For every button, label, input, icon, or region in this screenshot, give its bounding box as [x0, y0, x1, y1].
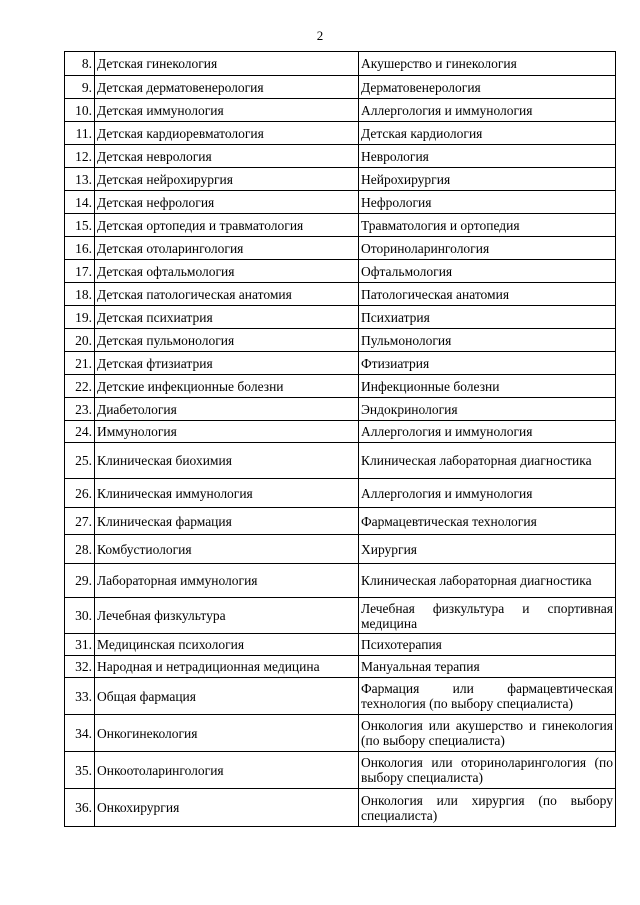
requirement-cell: Пульмонология: [359, 329, 616, 352]
row-number: 29.: [65, 564, 95, 598]
requirement-cell: Онкология или акушерство и гинекология (по выбору специалиста): [359, 715, 616, 752]
table-row: [65, 789, 616, 827]
specialty-cell: Медицинская психология: [95, 634, 359, 656]
specialty-cell: Детская неврология: [95, 145, 359, 168]
row-number: 17.: [65, 260, 95, 283]
table-row: [65, 656, 616, 678]
requirement-cell: Фтизиатрия: [359, 352, 616, 375]
table-row: [65, 421, 616, 443]
requirement-cell: Психиатрия: [359, 306, 616, 329]
table-row: [65, 564, 616, 598]
row-number: 35.: [65, 752, 95, 789]
row-number: 11.: [65, 122, 95, 145]
row-number: 32.: [65, 656, 95, 678]
specialty-cell: Онкогинекология: [95, 715, 359, 752]
requirement-cell: Детская кардиология: [359, 122, 616, 145]
specialty-cell: Лечебная физкультура: [95, 598, 359, 634]
table-row: [65, 283, 616, 306]
row-number: 19.: [65, 306, 95, 329]
specialty-cell: Народная и нетрадиционная медицина: [95, 656, 359, 678]
table-row: [65, 398, 616, 421]
specialty-cell: Общая фармация: [95, 678, 359, 715]
row-number: 12.: [65, 145, 95, 168]
table-row: [65, 598, 616, 634]
specialty-cell: Клиническая фармация: [95, 508, 359, 535]
row-number: 13.: [65, 168, 95, 191]
row-number: 21.: [65, 352, 95, 375]
requirement-cell: Аллергология и иммунология: [359, 421, 616, 443]
table-row: [65, 508, 616, 535]
table-row: [65, 122, 616, 145]
requirement-cell: Мануальная терапия: [359, 656, 616, 678]
requirement-cell: Онкология или хирургия (по выбору специалиста): [359, 789, 616, 827]
table-row: [65, 99, 616, 122]
table-row: [65, 678, 616, 715]
row-number: 27.: [65, 508, 95, 535]
requirement-cell: Эндокринология: [359, 398, 616, 421]
specialty-cell: Комбустиология: [95, 535, 359, 564]
table-row: [65, 479, 616, 508]
table-row: [65, 214, 616, 237]
specialty-cell: Детская фтизиатрия: [95, 352, 359, 375]
specialty-cell: Детская патологическая анатомия: [95, 283, 359, 306]
specialty-cell: Детская пульмонология: [95, 329, 359, 352]
row-number: 8.: [65, 52, 95, 76]
row-number: 9.: [65, 76, 95, 99]
requirement-cell: Аллергология и иммунология: [359, 99, 616, 122]
row-number: 34.: [65, 715, 95, 752]
requirement-cell: Оториноларингология: [359, 237, 616, 260]
row-number: 31.: [65, 634, 95, 656]
specialty-cell: Иммунология: [95, 421, 359, 443]
specialty-cell: Детская нейрохирургия: [95, 168, 359, 191]
row-number: 18.: [65, 283, 95, 306]
requirement-cell: Хирургия: [359, 535, 616, 564]
requirement-cell: Офтальмология: [359, 260, 616, 283]
table-row: [65, 145, 616, 168]
table-row: [65, 375, 616, 398]
table-row: [65, 352, 616, 375]
table-row: [65, 237, 616, 260]
row-number: 23.: [65, 398, 95, 421]
requirement-cell: Лечебная физкультура и спортивная медицина: [359, 598, 616, 634]
row-number: 22.: [65, 375, 95, 398]
requirement-cell: Нефрология: [359, 191, 616, 214]
specialty-cell: Детская кардиоревматология: [95, 122, 359, 145]
specialty-cell: Детская ортопедия и травматология: [95, 214, 359, 237]
row-number: 10.: [65, 99, 95, 122]
row-number: 26.: [65, 479, 95, 508]
table-row: [65, 306, 616, 329]
requirement-cell: Онкология или оториноларингология (по выбору специалиста): [359, 752, 616, 789]
page-number: 2: [316, 28, 324, 43]
requirement-cell: Патологическая анатомия: [359, 283, 616, 306]
specialty-cell: Детская нефрология: [95, 191, 359, 214]
specialty-cell: Клиническая биохимия: [95, 443, 359, 479]
row-number: 14.: [65, 191, 95, 214]
table-row: [65, 752, 616, 789]
row-number: 30.: [65, 598, 95, 634]
table-row: [65, 52, 616, 76]
row-number: 25.: [65, 443, 95, 479]
requirement-cell: Аллергология и иммунология: [359, 479, 616, 508]
requirement-cell: Неврология: [359, 145, 616, 168]
table-row: [65, 329, 616, 352]
row-number: 15.: [65, 214, 95, 237]
requirement-cell: Травматология и ортопедия: [359, 214, 616, 237]
specialty-cell: Детская гинекология: [95, 52, 359, 76]
specialty-cell: Детская дерматовенерология: [95, 76, 359, 99]
specialty-cell: Детская отоларингология: [95, 237, 359, 260]
table-row: [65, 715, 616, 752]
requirement-cell: Фармация или фармацевтическая технология (по выбору специалиста): [359, 678, 616, 715]
table-row: [65, 443, 616, 479]
table-row: [65, 535, 616, 564]
row-number: 16.: [65, 237, 95, 260]
specialty-cell: Онкоотоларингология: [95, 752, 359, 789]
specialty-cell: Диабетология: [95, 398, 359, 421]
row-number: 33.: [65, 678, 95, 715]
requirement-cell: Инфекционные болезни: [359, 375, 616, 398]
row-number: 36.: [65, 789, 95, 827]
specialty-cell: Клиническая иммунология: [95, 479, 359, 508]
requirement-cell: Фармацевтическая технология: [359, 508, 616, 535]
specialty-cell: Лабораторная иммунология: [95, 564, 359, 598]
requirement-cell: Клиническая лабораторная диагностика: [359, 564, 616, 598]
specialty-table: [64, 51, 616, 827]
row-number: 24.: [65, 421, 95, 443]
specialty-cell: Детская иммунология: [95, 99, 359, 122]
table-row: [65, 76, 616, 99]
requirement-cell: Дерматовенерология: [359, 76, 616, 99]
specialty-cell: Онкохирургия: [95, 789, 359, 827]
specialty-cell: Детская офтальмология: [95, 260, 359, 283]
table-row: [65, 260, 616, 283]
row-number: 20.: [65, 329, 95, 352]
requirement-cell: Клиническая лабораторная диагностика: [359, 443, 616, 479]
table-row: [65, 168, 616, 191]
row-number: 28.: [65, 535, 95, 564]
requirement-cell: Психотерапия: [359, 634, 616, 656]
specialty-cell: Детские инфекционные болезни: [95, 375, 359, 398]
specialty-cell: Детская психиатрия: [95, 306, 359, 329]
requirement-cell: Акушерство и гинекология: [359, 52, 616, 76]
table-row: [65, 634, 616, 656]
requirement-cell: Нейрохирургия: [359, 168, 616, 191]
table-row: [65, 191, 616, 214]
